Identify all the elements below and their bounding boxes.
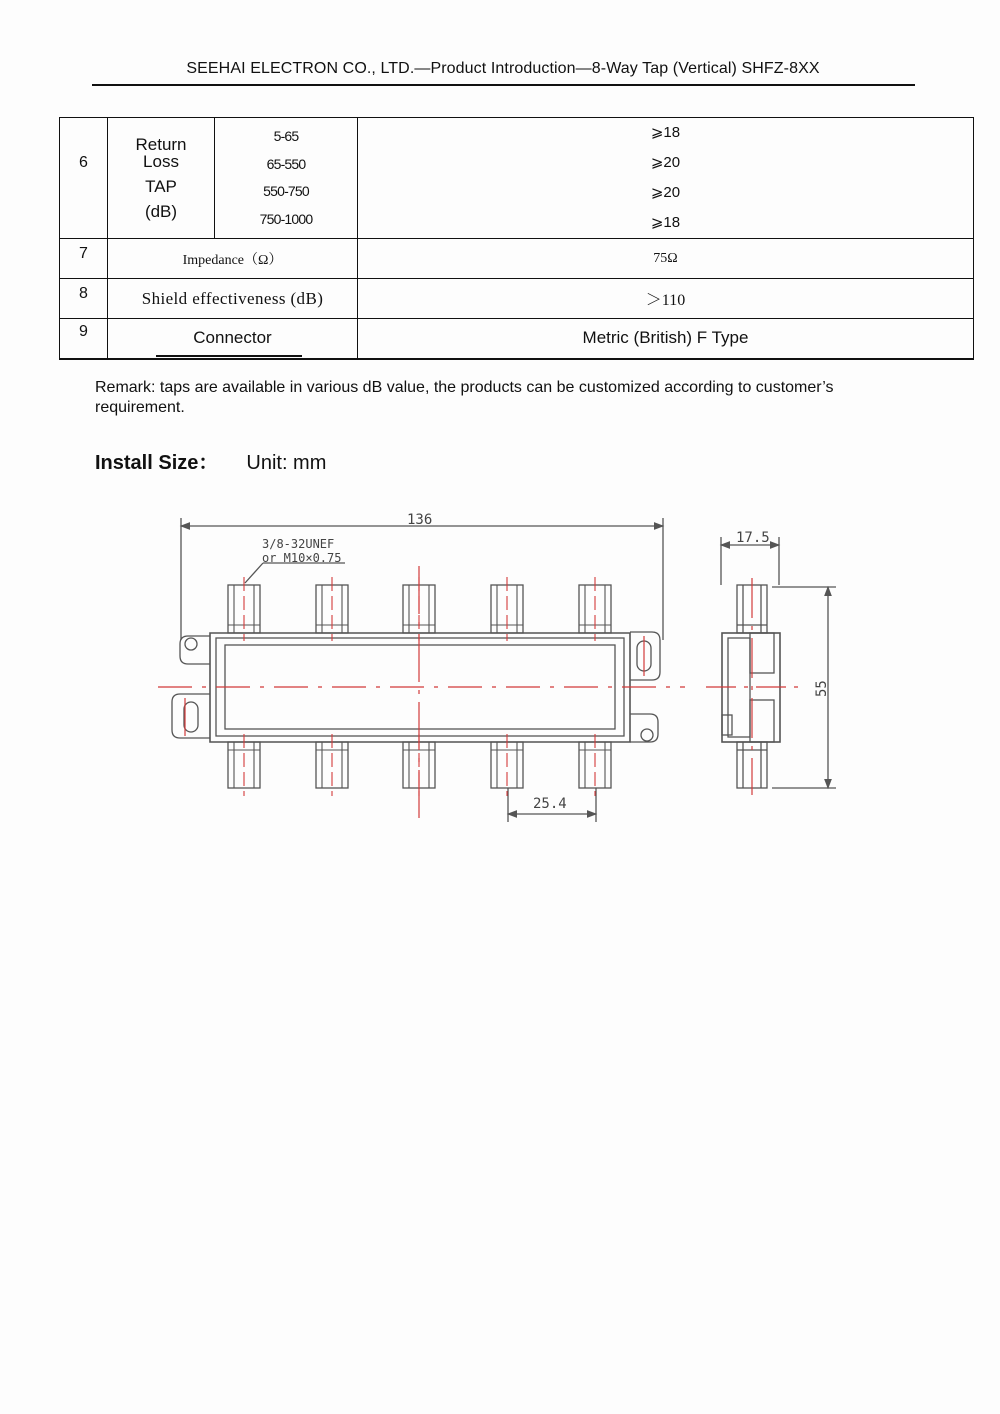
connector-port — [579, 577, 611, 641]
dim-height-text: 55 — [814, 680, 830, 697]
connector-port — [491, 734, 523, 796]
frequency-range: 550-750 — [263, 183, 309, 199]
mounting-ear — [630, 632, 660, 680]
connector-label-text: Connector — [193, 328, 272, 348]
dim-width-text: 136 — [407, 512, 433, 528]
frequency-range: 5-65 — [273, 128, 299, 144]
install-size-label: Install Size： — [95, 452, 219, 474]
param-line: Loss — [143, 152, 179, 171]
connector-port — [579, 734, 611, 796]
mounting-slot — [184, 702, 198, 732]
side-view — [721, 537, 836, 788]
connector-port — [316, 577, 348, 641]
side-centerlines — [706, 578, 802, 795]
row-number: 8 — [60, 279, 108, 319]
connector-port — [491, 577, 523, 641]
connector-value: Metric (British) F Type — [358, 319, 974, 359]
return-loss-value: ⩾20 — [650, 154, 681, 171]
dim-depth-text: 17.5 — [736, 530, 770, 546]
mounting-hole — [641, 729, 653, 741]
impedance-value: 75Ω — [358, 239, 974, 279]
remark-text: Remark: taps are available in various dB value, the products can be customized according to customer’s requirement. — [95, 379, 834, 416]
row-number: 9 — [60, 319, 108, 359]
thread-leader-line — [245, 563, 263, 583]
return-loss-value: ⩾18 — [650, 124, 681, 141]
page-header-title: SEEHAI ELECTRON CO., LTD.—Product Introduction—8-Way Tap (Vertical) SHFZ-8XX — [186, 60, 820, 77]
unit-label: Unit: mm — [246, 452, 327, 474]
thread-spec-line1: 3/8-32UNEF — [262, 537, 335, 551]
row-number: 7 — [60, 239, 108, 279]
connector-port — [316, 734, 348, 796]
thread-spec-line2: or M10×0.75 — [262, 551, 342, 565]
param-line: (dB) — [144, 202, 178, 221]
mounting-ear — [630, 714, 658, 742]
return-loss-value: ⩾20 — [650, 184, 681, 201]
row-number: 6 — [60, 118, 108, 239]
dim-pitch-text: 25.4 — [533, 796, 567, 812]
centerlines — [158, 566, 685, 822]
shield-effectiveness-label: Shield effectiveness (dB) — [108, 279, 358, 319]
shield-effectiveness-value: ＞110 — [358, 279, 974, 319]
return-loss-value: ⩾18 — [650, 214, 681, 231]
impedance-label: Impedance（Ω） — [108, 239, 358, 279]
mounting-hole — [185, 638, 197, 650]
connector-port — [228, 577, 260, 641]
param-line: TAP — [145, 177, 177, 196]
param-line: Return — [135, 135, 187, 154]
front-view — [172, 518, 663, 822]
connector-port — [228, 734, 260, 796]
frequency-range: 65-550 — [266, 155, 306, 172]
frequency-range: 750-1000 — [259, 210, 313, 227]
